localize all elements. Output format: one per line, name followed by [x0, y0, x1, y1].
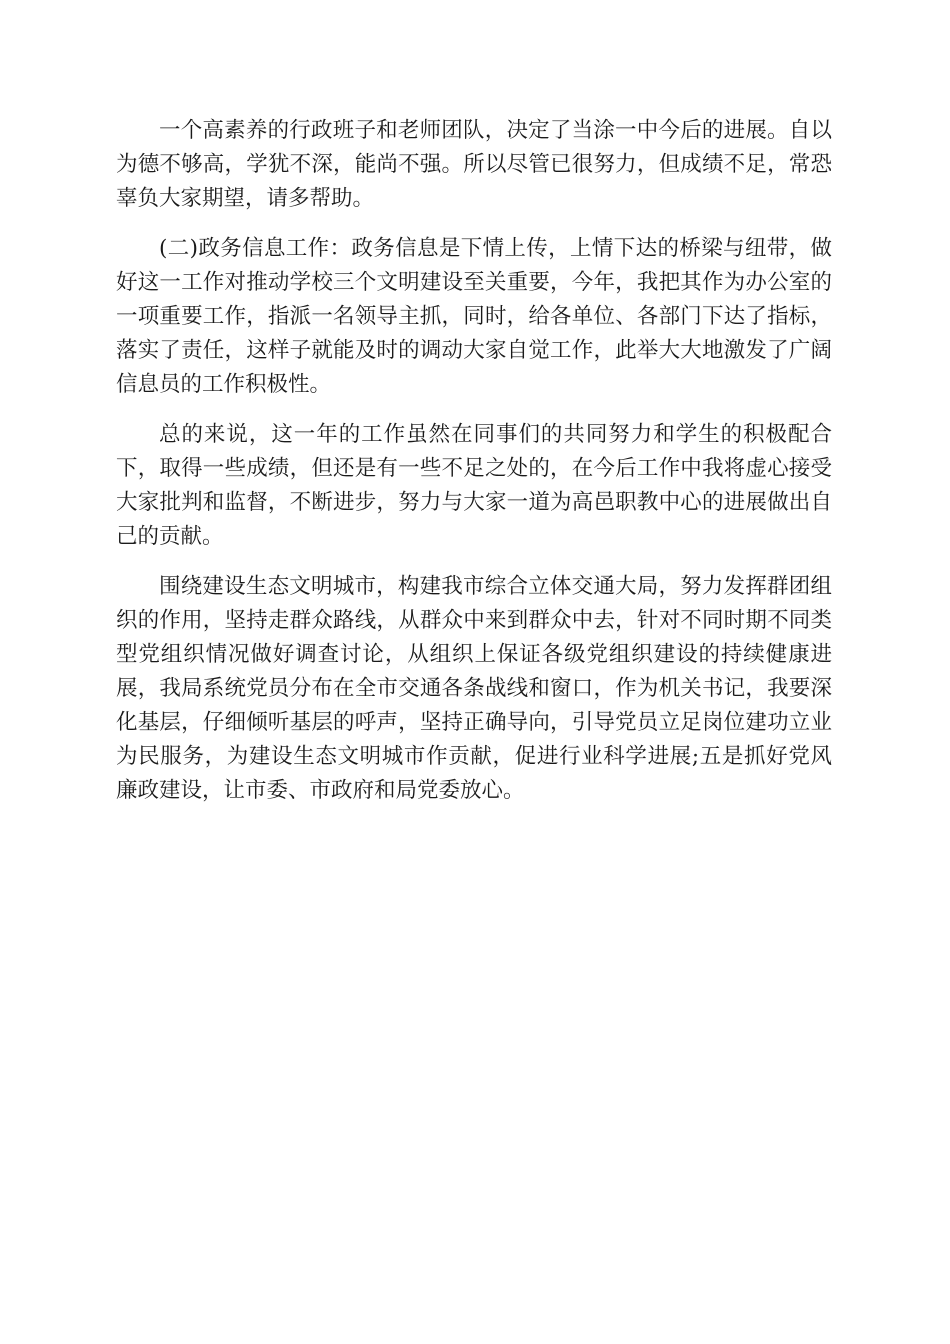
paragraph-1: 一个高素养的行政班子和老师团队，决定了当涂一中今后的进展。自以为德不够高，学犹不深，能尚不强。所以尽管已很努力，但成绩不足，常恐辜负大家期望，请多帮助。: [116, 118, 832, 211]
document-body: [116, 114, 832, 824]
paragraph-3: 总的来说，这一年的工作虽然在同事们的共同努力和学生的积极配合下，取得一些成绩，但还是有一些不足之处的，在今后工作中我将虚心接受大家批判和监督，不断进步，努力与大家一道为高邑职教中心的进展做出自己的贡献。: [116, 422, 832, 549]
paragraph-2: (二)政务信息工作：政务信息是下情上传，上情下达的桥梁与纽带，做好这一工作对推动学校三个文明建设至关重要，今年，我把其作为办公室的一项重要工作，指派一名领导主抓，同时，给各单位、各部门下达了指标，落实了责任，这样子就能及时的调动大家自觉工作，此举大大地激发了广阔信息员的工作积极性。: [116, 236, 832, 397]
paragraph-4: 围绕建设生态文明城市，构建我市综合立体交通大局，努力发挥群团组织的作用，坚持走群众路线，从群众中来到群众中去，针对不同时期不同类型党组织情况做好调查讨论，从组织上保证各级党组织建设的持续健康进展，我局系统党员分布在全市交通各条战线和窗口，作为机关书记，我要深化基层，仔细倾听基层的呼声，坚持正确导向，引导党员立足岗位建功立业为民服务，为建设生态文明城市作贡献，促进行业科学进展;五是抓好党风廉政建设，让市委、市政府和局党委放心。: [116, 574, 832, 803]
